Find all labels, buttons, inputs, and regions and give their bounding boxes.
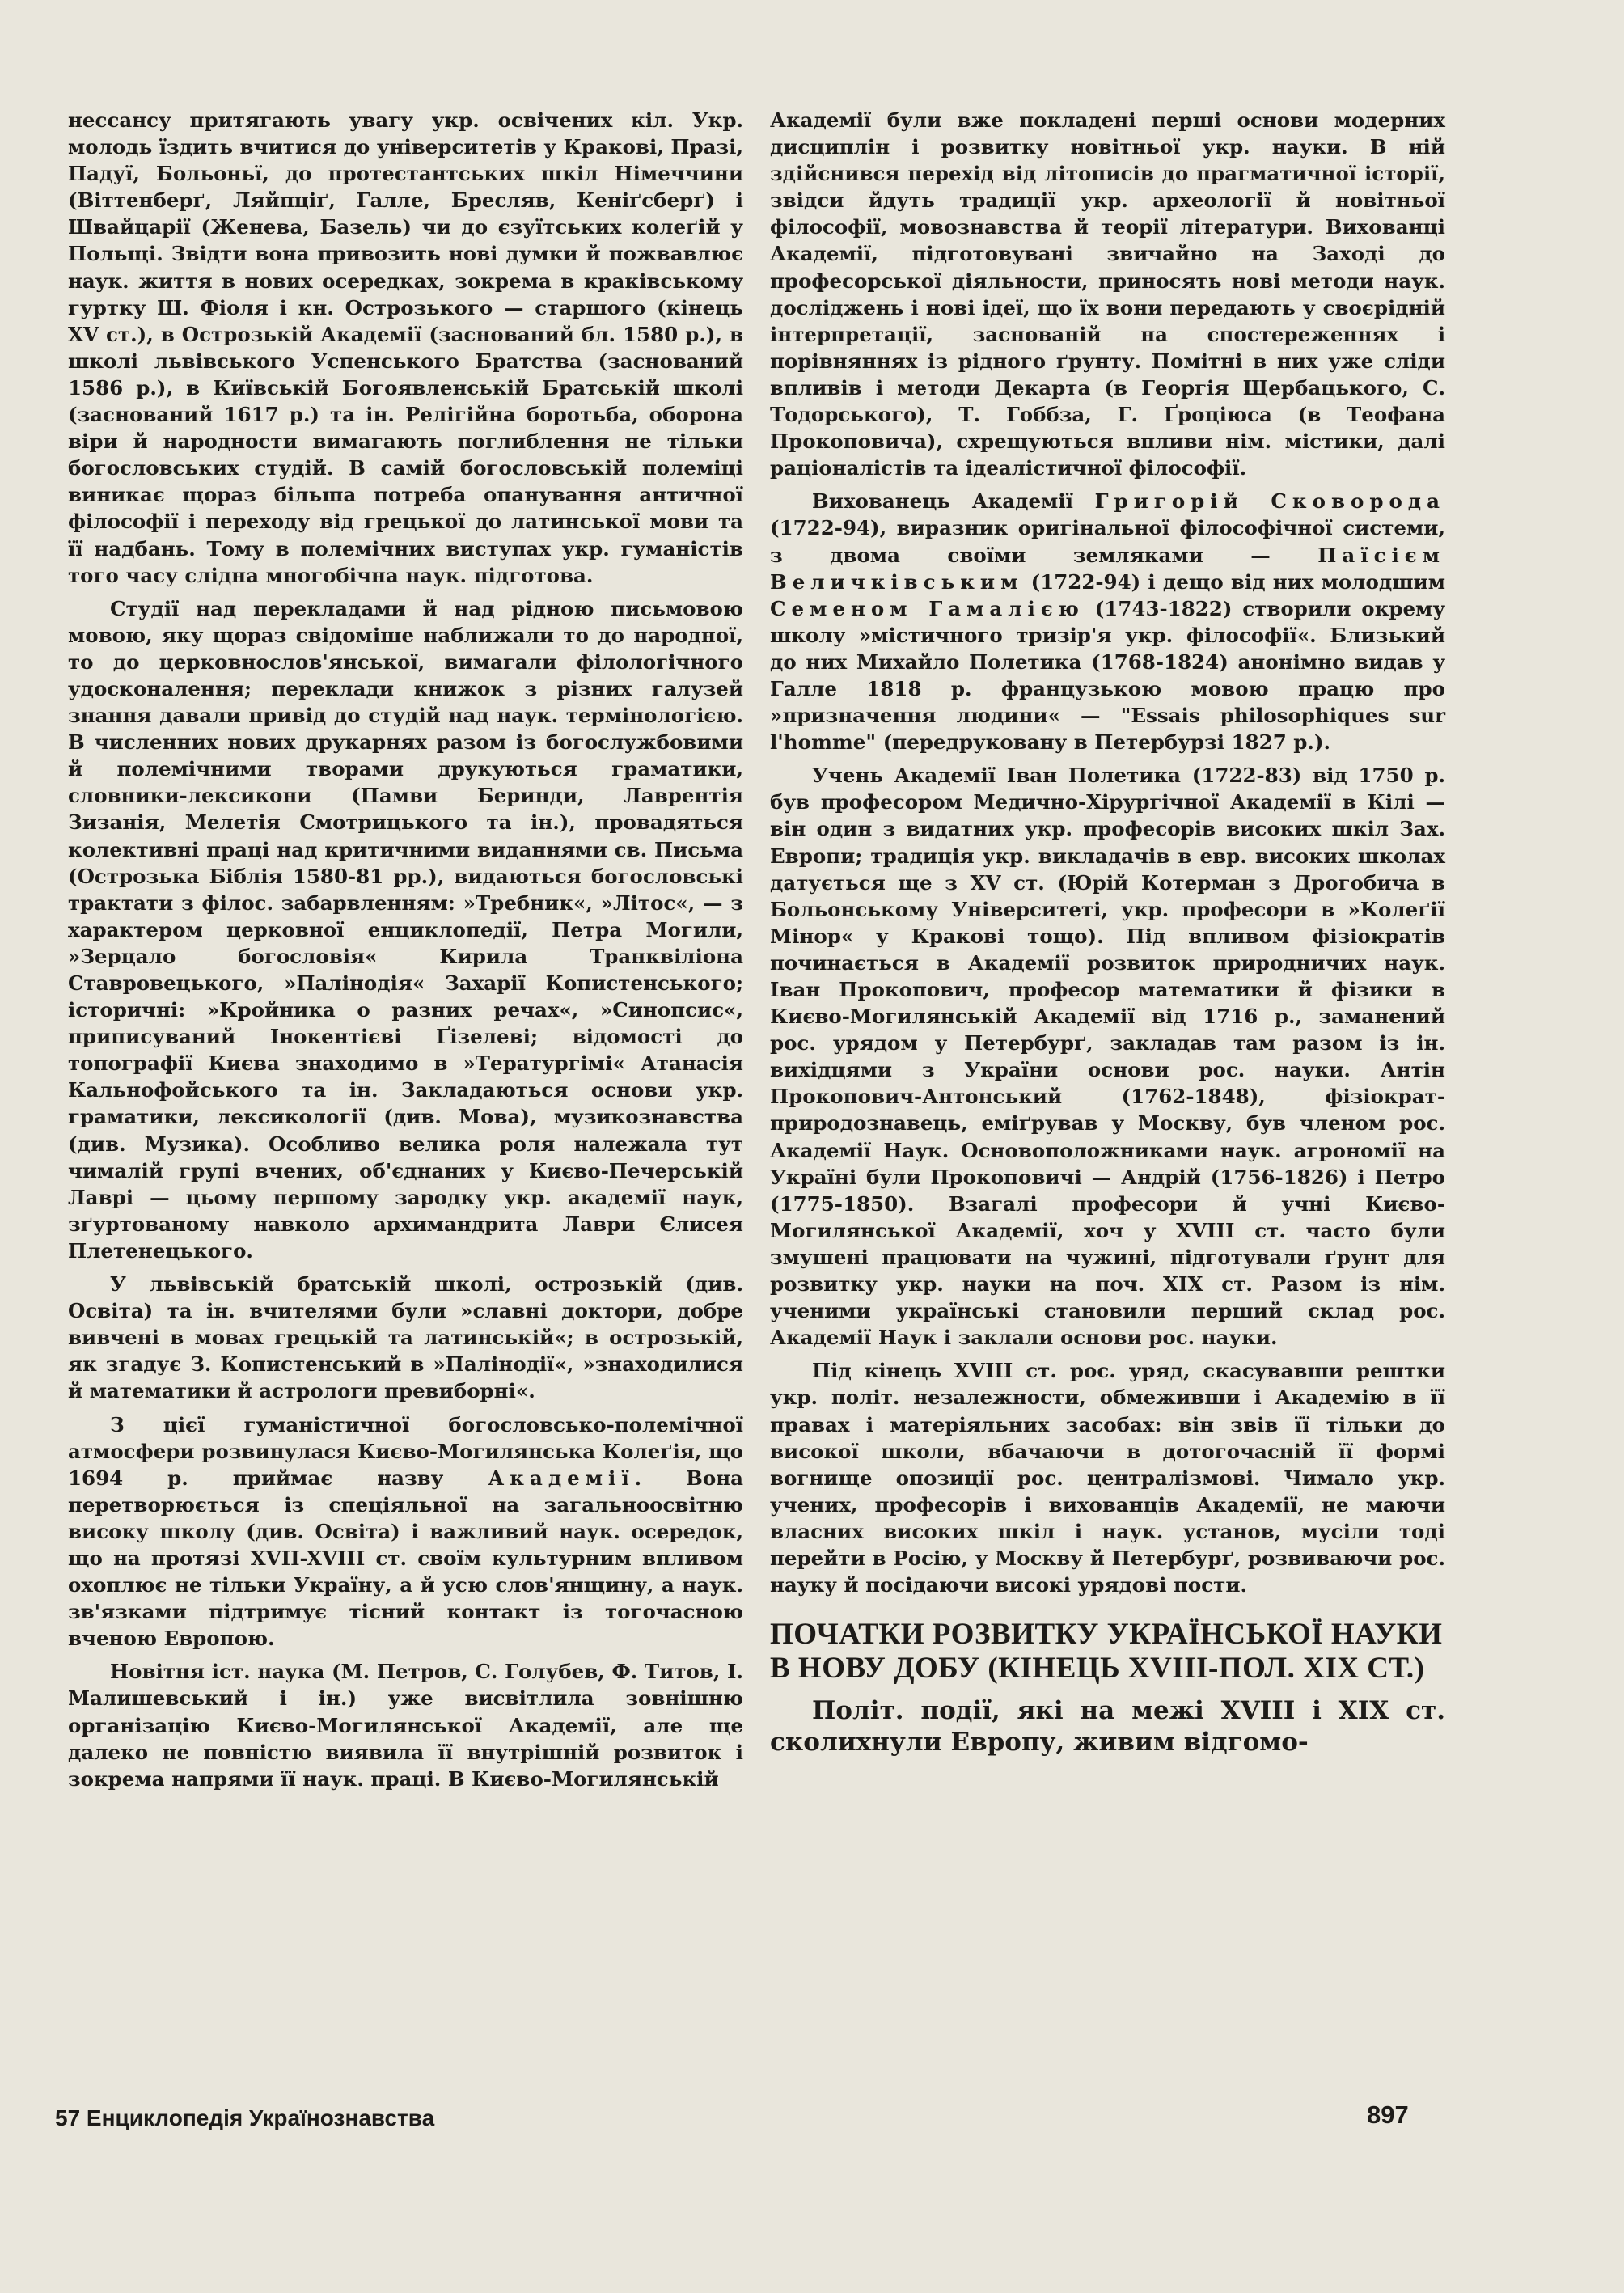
- spaced-name: Паїсієм Величківським: [770, 543, 1445, 594]
- paragraph: Академії були вже покладені перші основи модерних дисциплін і розвитку новітньої укр. науки. В ній здійснився перехід від літописів до прагматичної історії, звідси йдуть традиції укр. археології й новітньої філософії, мовознавства й теорії літератури. Вихованці Академії, підготовувані звичайно на Заході до професорської діяльности, приносять нові методи наук. досліджень і нові ідеї, що їх вони передають у своєрідній інтерпретації, заснованій на спостереженнях і порівняннях із рідного ґрунту. Помітні в них уже сліди впливів і методи Декарта (в Георгія Щербацького, С. Тодорського), Т. Гоббза, Г. Ґроціюса (в Теофана Прокоповича), схрещуються впливи нім. містики, далі раціоналістів та ідеалістичної філософії.: [770, 108, 1445, 480]
- footer-signature: 57 Енциклопедія Українознавства: [55, 2105, 435, 2130]
- paragraph-text: . Вона перетворюється із спеціяльної на загальноосвітню високу школу (див. Освіта) і важливий наук. осередок, що на протязі XVII-XVIII ст. своїм культурним впливом охоплює не тільки Україну, а й усю слов'янщину, а наук. зв'язками підтримує тісний контакт із тогочасною вченою Европою.: [68, 1466, 743, 1651]
- section-heading: ПОЧАТКИ РОЗВИТКУ УКРАЇНСЬКОЇ НАУКИ В НОВУ ДОБУ (КІНЕЦЬ XVIII-ПОЛ. XIX СТ.): [770, 1618, 1443, 1686]
- spaced-name: Григорій Сковорода: [1094, 489, 1445, 514]
- paragraph: Новітня іст. наука (М. Петров, С. Голубев, Ф. Титов, І. Малишевський і ін.) уже висвітлила зовнішню організацію Києво-Могилянської Академії, але ще далеко не повністю виявила її внутрішній розвиток і зокрема напрями її наук. праці. В Києво-Могилянській: [68, 1660, 743, 1791]
- paragraph: Учень Академії Іван Полетика (1722-83) від 1750 р. був професором Медично-Хірургічної Академії в Кілі — він один з видатних укр. професорів високих шкіл Зах. Европи; традиція укр. викладачів в евр. високих школах датується ще з XV ст. (Юрій Котерман з Дрогобича в Больонському Університеті, укр. професори в »Колеґії Мінор« у Кракові тощо). Під впливом фізіократів починається в Академії розвиток природничих наук. Іван Прокопович, професор математики й фізики в Києво-Могилянській Академії від 1716 р., заманений рос. урядом у Петербурґ, закладав там разом із ін. вихідцями з України основи рос. науки. Антін Прокопович-Антонський (1762-1848), фізіократ-природознавець, еміґрував у Москву, був членом рос. Академії Наук. Основоположниками наук. агрономії на Україні були Прокоповичі — Андрій (1756-1826) і Петро (1775-1850). Взагалі професори й учні Києво-Могилянської Академії, хоч у XVIII ст. часто були змушені працювати на чужині, підготували ґрунт для розвитку укр. науки на поч. XIX ст. Разом із нім. ученими українські становили перший склад рос. Академії Наук і заклали основи рос. науки.: [770, 764, 1445, 1350]
- left-column: [68, 107, 743, 1799]
- paragraph: Студії над перекладами й над рідною письмовою мовою, яку щораз свідоміше наближали то до народної, то до церковнослов'янської, вимагали філологічного удосконалення; переклади книжок з різних галузей знання давали привід до студій над наук. термінологією. В численних нових друкарнях разом із богослужбовими й полемічними творами друкуються граматики, словники-лексикони (Памви Беринди, Лаврентія Зизанія, Мелетія Смотрицького та ін.), провадяться колективні праці над критичними виданнями св. Письма (Острозька Біблія 1580-81 рр.), видаються богословські трактати з філос. забарвленням: »Требник«, »Літос«, — з характером церковної енциклопедії, Петра Могили, »Зерцало богословія« Кирила Транквіліона Ставровецького, »Палінодія« Захарії Копистенського; історичні: »Кройника о разних речах«, »Синопсис«, приписуваний Інокентієві Ґізелеві; відомості до топографії Києва знаходимо в »Тератургімі« Атанасія Кальнофойського та ін. Закладаються основи укр. граматики, лексикології (див. Мова), музикознавства (див. Музика). Особливо велика роля належала тут чималій групі вчених, об'єднаних у Києво-Печерській Лаврі — цьому першому зародку укр. академії наук, зґуртованому навколо архимандрита Лаври Єлисея Плетенецького.: [68, 596, 743, 1263]
- page-number: 897: [1367, 2101, 1409, 2129]
- paragraph: [68, 1411, 743, 1652]
- right-column: [770, 107, 1445, 1765]
- paragraph: [770, 488, 1445, 755]
- paragraph-text: З цієї гуманістичної богословсько-полемічної атмосфери розвинулася Києво-Могилянська Колеґія, що 1694 р. приймає назву: [68, 1412, 743, 1490]
- paragraph-text: (1722-94) і дещо від них молодшим: [1030, 569, 1445, 594]
- paragraph: У львівській братській школі, острозькій (див. Освіта) та ін. вчителями були »славні доктори, добре вивчені в мовах грецькій та латинській«; в острозькій, як згадує З. Копистенський в »Палінодії«, »знаходилися й математики й астрологи превиборні«.: [68, 1272, 743, 1403]
- paragraph-text: (1722-94), виразник оригінальної філософічної системи, з двома своїми земляками —: [770, 516, 1445, 567]
- paragraph: нессансу притягають увагу укр. освічених кіл. Укр. молодь їздить вчитися до університетів у Кракові, Празі, Падуї, Больоньї, до протестантських шкіл Німеччини (Віттенберґ, Ляйпціґ, Галле, Бресляв, Кеніґсберґ) і Швайцарії (Женева, Базель) чи до єзуїтських колеґій у Польщі. Звідти вона привозить нові думки й пожвавлює наук. життя в нових осередках, зокрема в краківському гуртку Ш. Фіоля і кн. Острозького — старшого (кінець XV ст.), в Острозькій Академії (заснований бл. 1580 р.), в школі львівського Успенського Братства (заснований 1586 р.), в Київській Богоявленській Братській школі (заснований 1617 р.) та ін. Релігійна боротьба, оборона віри й народности вимагають поглиблення не тільки богословських студій. В самій богословській полеміці виникає щораз більша потреба опанування античної філософії і переходу від грецької до латинської мови та її надбань. Тому в полемічних виступах укр. гуманістів того часу слідна многобічна наук. підготова.: [68, 108, 743, 587]
- paragraph-text: Вихованець Академії: [812, 489, 1073, 514]
- spaced-term: Академії: [488, 1466, 635, 1490]
- spaced-name: Семеном Гамалією: [770, 596, 1085, 620]
- lead-paragraph: Політ. події, які на межі XVIII і XIX ст. сколихнули Европу, живим відгомо-: [770, 1696, 1445, 1758]
- paragraph-text: (1743-1822) створили окрему школу »містичного тризір'я укр. філософії«. Близький до них Михайло Полетика (1768-1824) анонімно видав у Галле 1818 р. французькою мовою працю про »призначення людини« — "Essais philosophiques sur l'homme" (передруковану в Петербурзі 1827 р.).: [770, 596, 1445, 755]
- paragraph: Під кінець XVIII ст. рос. уряд, скасувавши рештки укр. політ. незалежности, обмеживши і Академію в її правах і матеріяльних засобах: він звів її тільки до високої школи, вбачаючи в дотогочасній її формі вогнище опозиції рос. централізмові. Чимало укр. учених, професорів і вихованців Академії, не маючи власних високих шкіл і наук. установ, мусіли тоді перейти в Росію, у Москву й Петербурґ, розвиваючи рос. науку й посідаючи високі урядові пости.: [770, 1359, 1445, 1597]
